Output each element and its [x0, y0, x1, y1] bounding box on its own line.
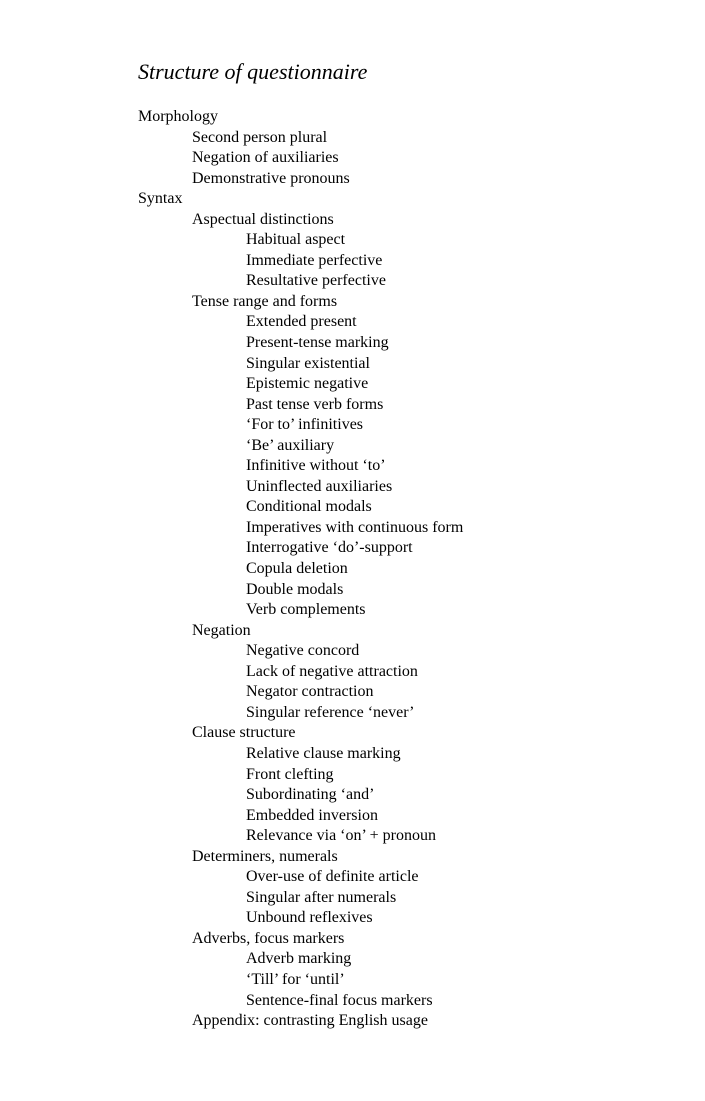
topic-item: Embedded inversion — [246, 806, 378, 824]
outline-list — [0, 107, 463, 1032]
topic-item: Past tense verb forms — [246, 395, 384, 413]
topic-item: Over-use of definite article — [246, 868, 419, 886]
topic-item: Sentence-final focus markers — [246, 991, 433, 1009]
topic-item: Subordinating ‘and’ — [246, 786, 375, 804]
topic-item: Negative concord — [246, 642, 360, 660]
topic-item: Relevance via ‘on’ + pronoun — [246, 827, 436, 845]
topic-item: Epistemic negative — [246, 375, 369, 393]
page-title: Structure of questionnaire — [138, 59, 368, 84]
subsection-item: Determiners, numerals — [192, 847, 338, 865]
section-heading: Morphology — [138, 108, 218, 125]
subsection-item: Negation of auxiliaries — [192, 149, 339, 167]
topic-item: Adverb marking — [246, 950, 352, 968]
topic-item: Conditional modals — [246, 498, 372, 516]
topic-item: Relative clause marking — [246, 744, 401, 762]
topic-item: Immediate perfective — [246, 251, 383, 269]
topic-item: ‘Till’ for ‘until’ — [246, 970, 345, 988]
topic-item: Unbound reflexives — [246, 909, 373, 927]
topic-item: Lack of negative attraction — [246, 662, 418, 680]
topic-item: Double modals — [246, 580, 344, 598]
subsection-item: Appendix: contrasting English usage — [192, 1012, 428, 1030]
topic-item: Extended present — [246, 313, 357, 331]
topic-item: Negator contraction — [246, 683, 374, 701]
subsection-item: Negation — [192, 621, 251, 639]
topic-item: Singular existential — [246, 354, 370, 372]
topic-item: Interrogative ‘do’-support — [246, 539, 413, 557]
topic-item: Resultative perfective — [246, 272, 386, 290]
topic-item: Habitual aspect — [246, 231, 346, 249]
topic-item: ‘Be’ auxiliary — [246, 436, 335, 454]
topic-item: Copula deletion — [246, 560, 348, 578]
topic-item: Singular after numerals — [246, 888, 397, 906]
subsection-item: Second person plural — [192, 128, 328, 146]
topic-item: Present-tense marking — [246, 334, 389, 352]
subsection-item: Aspectual distinctions — [192, 210, 334, 228]
subsection-item: Clause structure — [192, 724, 296, 742]
topic-item: Imperatives with continuous form — [246, 518, 464, 536]
topic-item: Uninflected auxiliaries — [246, 477, 393, 495]
subsection-item: Adverbs, focus markers — [192, 929, 345, 947]
subsection-item: Tense range and forms — [192, 292, 338, 310]
topic-item: Verb complements — [246, 601, 366, 619]
section-heading: Syntax — [138, 190, 183, 208]
topic-item: Singular reference ‘never’ — [246, 703, 415, 721]
subsection-item: Demonstrative pronouns — [192, 169, 350, 187]
topic-item: ‘For to’ infinitives — [246, 416, 364, 434]
topic-item: Infinitive without ‘to’ — [246, 457, 386, 475]
topic-item: Front clefting — [246, 765, 334, 783]
